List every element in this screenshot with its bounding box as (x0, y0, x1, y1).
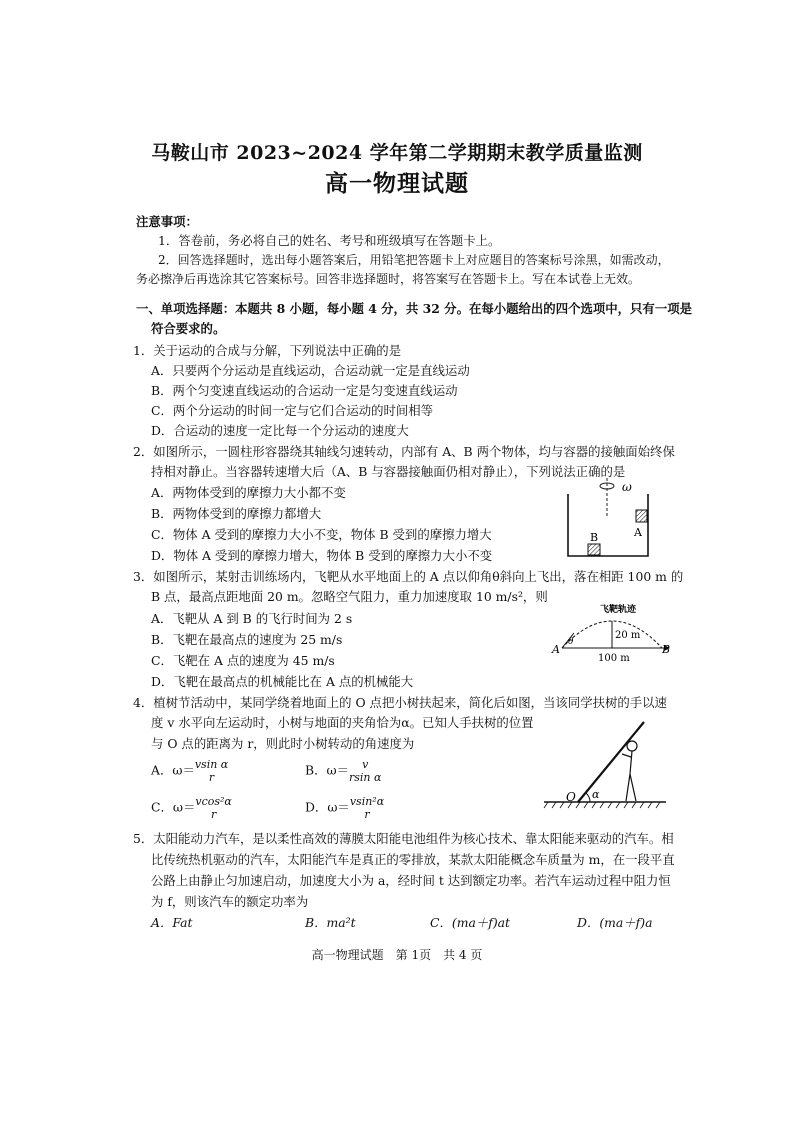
q2-option-d: D．物体 A 受到的摩擦力增大，物体 B 受到的摩擦力大小不变 (151, 548, 493, 563)
q5-option-a: A．Fat (151, 915, 193, 930)
q4-option-b-fraction (349, 758, 381, 784)
q4-option-c-fraction (195, 795, 231, 821)
q1-option-a: A．只要两个分运动是直线运动，合运动就一定是直线运动 (151, 363, 470, 378)
q5-option-d: D．(ma＋f)a (577, 915, 653, 930)
q3-option-c: C．飞靶在 A 点的速度为 45 m/s (151, 653, 335, 668)
q4-option-a (151, 758, 228, 784)
q4-option-a-denominator: r (208, 771, 215, 784)
q3-option-b: B．飞靶在最高点的速度为 25 m/s (151, 632, 343, 647)
q5-option-b: B．ma²t (305, 915, 356, 930)
q4-option-b (305, 758, 381, 784)
page-footer: 高一物理试题 第 1页 共 4 页 (311, 948, 483, 962)
section1-heading-cont: 符合要求的。 (151, 321, 226, 336)
q4-angle-label: α (592, 788, 600, 801)
q2-stem-1: 2．如图所示，一圆柱形容器绕其轴线匀速转动，内部有 A、B 两个物体，均与容器的接触面始终保 (133, 444, 675, 459)
section1-heading: 一、单项选择题：本题共 8 小题，每小题 4 分，共 32 分。在每小题给出的四个选项中，只有一项是 (136, 301, 692, 316)
q3-height-label: 20 m (615, 630, 641, 641)
q4-stem-2: 度 v 水平向左运动时，小树与地面的夹角恰为α。已知人手扶树的位置 (151, 715, 534, 730)
q4-ground-hatch (544, 802, 660, 808)
q3-stem-2: B 点，最高点距地面 20 m。忽略空气阻力，重力加速度取 10 m/s²，则 (151, 589, 548, 604)
q4-option-a-fraction (195, 758, 228, 784)
q2-option-b: B．两物体受到的摩擦力都增大 (151, 506, 322, 521)
q2-block-a (636, 510, 647, 522)
notes-item-1: 1．答卷前，务必将自己的姓名、考号和班级填写在答题卡上。 (158, 233, 501, 248)
q2-container-figure (560, 478, 660, 562)
notes-item-2: 2．回答选择题时，选出每小题答案后，用铅笔把答题卡上对应题目的答案标号涂黑，如需改动， (158, 253, 670, 267)
q3-caption: 飞靶轨迹 (600, 605, 637, 615)
q4-angle-arc (586, 793, 590, 802)
q4-option-d (305, 795, 384, 821)
q5-stem-2: 比传统热机驱动的汽车，太阳能汽车是真正的零排放，某款太阳能概念车质量为 m，在一段平直 (151, 852, 675, 867)
q2-stem-2: 持相对静止。当容器转速增大后（A、B 与容器接触面仍相对静止），下列说法正确的是 (151, 464, 626, 479)
q3-option-a: A．飞靶从 A 到 B 的飞行时间为 2 s (151, 611, 353, 626)
q2-label-a: A (634, 526, 642, 539)
q4-option-a-numerator: vsin α (194, 758, 229, 771)
q3-stem-1: 3．如图所示，某射击训练场内，飞靶从水平地面上的 A 点以仰角θ斜向上飞出，落在相距 100 m 的 (133, 569, 684, 584)
q4-option-d-label: D．ω＝ (305, 799, 350, 815)
q3-angle-label: θ (568, 637, 574, 647)
notes-item-2-cont: 务必擦净后再选涂其它答案标号。回答非选择题时，将答案写在答题卡上。写在本试卷上无效。 (136, 272, 641, 286)
exam-subtitle: 高一物理试题 (325, 170, 469, 197)
exam-title: 马鞍山市 2023~2024 学年第二学期期末教学质量监测 (151, 142, 643, 164)
q4-option-c-label: C．ω＝ (151, 799, 196, 815)
q4-option-b-label: B．ω＝ (305, 762, 349, 778)
q5-stem-4: 为 f，则该汽车的额定功率为 (151, 894, 309, 909)
q3-distance-label: 100 m (598, 653, 630, 664)
q3-trajectory-figure (550, 600, 680, 666)
q4-option-b-numerator: v (362, 758, 369, 771)
q4-option-c-numerator: vcos²α (195, 795, 232, 808)
q3-point-a: A (552, 643, 560, 656)
q2-label-b: B (590, 531, 599, 544)
q4-option-c (151, 795, 232, 821)
q1-option-b: B．两个匀变速直线运动的合运动一定是匀变速直线运动 (151, 383, 458, 398)
q5-option-c: C．(ma＋f)at (430, 915, 511, 930)
q1-option-c: C．两个分运动的时间一定与它们合运动的时间相等 (151, 403, 434, 418)
q5-stem-3: 公路上由静止匀加速启动，加速度大小为 a，经时间 t 达到额定功率。若汽车运动过程中阻力恒 (151, 873, 671, 888)
q2-option-a: A．两物体受到的摩擦力大小都不变 (151, 485, 346, 500)
q4-tree-figure (540, 712, 670, 812)
q1-option-d: D．合运动的速度一定比每一个分运动的速度大 (151, 423, 409, 438)
q4-point-o: O (566, 790, 576, 804)
q4-option-d-denominator: r (364, 808, 370, 821)
q4-option-d-numerator: vsin²α (349, 795, 385, 808)
q3-option-d: D．飞靶在最高点的机械能比在 A 点的机械能大 (151, 674, 414, 689)
q2-option-c: C．物体 A 受到的摩擦力大小不变，物体 B 受到的摩擦力增大 (151, 527, 492, 542)
q2-omega-label: ω (622, 480, 632, 494)
q4-option-d-fraction (350, 795, 384, 821)
q4-stem-1: 4．植树节活动中，某同学绕着地面上的 O 点把小树扶起来，简化后如图，当该同学扶树的手以速 (133, 695, 667, 710)
q4-option-c-denominator: r (210, 808, 217, 821)
q4-option-a-label: A．ω＝ (151, 762, 195, 778)
q4-option-b-denominator: rsin α (349, 771, 382, 784)
notes-heading: 注意事项： (136, 214, 198, 229)
q2-container (568, 494, 648, 556)
q4-stem-3: 与 O 点的距离为 r，则此时小树转动的角速度为 (151, 736, 415, 751)
q5-stem-1: 5．太阳能动力汽车，是以柔性高效的薄膜太阳能电池组件为核心技术、靠太阳能来驱动的汽车。相 (133, 831, 674, 846)
q4-person-body (622, 751, 636, 801)
q1-stem: 1．关于运动的合成与分解，下列说法中正确的是 (133, 343, 402, 358)
q2-block-b (588, 544, 600, 555)
q3-point-b: B (662, 643, 671, 656)
q4-person-head (627, 741, 637, 751)
